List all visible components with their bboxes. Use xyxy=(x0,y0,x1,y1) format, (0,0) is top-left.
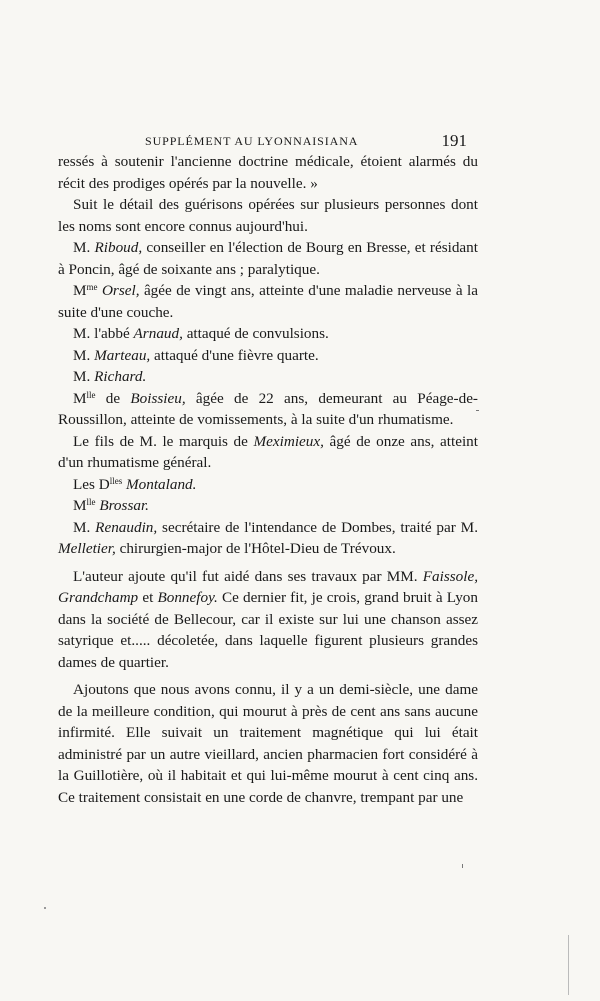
paragraph xyxy=(58,388,478,431)
margin-mark xyxy=(462,864,463,868)
text-run: Ce dernier fit, je crois, grand bruit à Lyon dans la société de Bellecour, car il existe sur lui une chanson assez satyrique et..... décoletée, dans laquelle figurent plusieurs grandes dames de quartier. xyxy=(58,589,478,671)
text-run: M. xyxy=(73,346,95,364)
page-number: 191 xyxy=(441,131,467,150)
text-run: âgé de onze ans, atteint d'un rhumatisme général. xyxy=(58,432,478,471)
margin-mark xyxy=(44,907,46,909)
text-run: L'auteur ajoute qu'il fut aidé dans ses travaux par MM. xyxy=(73,567,423,585)
italic-name: Bonnefoy. xyxy=(157,589,218,606)
italic-name: Arnaud, xyxy=(133,325,183,342)
paragraph xyxy=(58,517,478,560)
page-edge-mark xyxy=(568,935,569,995)
paragraph xyxy=(58,474,478,496)
italic-name: Renaudin, xyxy=(95,518,158,536)
page-header xyxy=(145,133,467,153)
superscript: lles xyxy=(109,475,123,486)
body-text xyxy=(58,151,478,808)
paragraph xyxy=(58,280,478,323)
paragraph xyxy=(58,345,478,367)
text-run: Suit le détail des guérisons opérées sur plusieurs personnes dont les noms sont encore connus aujourd'hui. xyxy=(58,196,478,235)
text-run: M. l'abbé xyxy=(73,325,134,342)
italic-name: Marteau, xyxy=(94,346,151,364)
italic-name: Brossar. xyxy=(99,497,149,514)
text-run: attaqué d'une fièvre quarte. xyxy=(150,346,319,364)
paragraph xyxy=(58,431,478,474)
superscript: lle xyxy=(86,389,96,400)
text-run: M. xyxy=(73,368,95,385)
text-run: M xyxy=(73,497,87,514)
text-run: M xyxy=(73,389,87,407)
text-run: ressés à soutenir l'ancienne doctrine médicale, étoient alarmés du récit des prodiges opérés par la nouvelle. » xyxy=(58,153,478,192)
margin-mark xyxy=(476,410,479,411)
superscript: lle xyxy=(86,497,96,507)
paragraph xyxy=(58,151,478,194)
paragraph xyxy=(58,566,478,674)
text-run: Le fils de M. le marquis de xyxy=(73,432,254,450)
superscript: me xyxy=(86,282,98,292)
italic-name: Riboud, xyxy=(94,239,143,256)
italic-name: Montaland. xyxy=(126,475,197,493)
italic-name: Faissole, Grandchamp xyxy=(58,567,478,606)
italic-name: Melletier, xyxy=(58,540,116,557)
text-run: chirurgien-major de l'Hôtel-Dieu de Trévoux. xyxy=(115,540,396,557)
text-run: secrétaire de l'intendance de Dombes, traité par M. xyxy=(157,518,478,536)
paragraph xyxy=(58,679,478,808)
running-title: SUPPLÉMENT AU LYONNAISIANA xyxy=(145,134,359,148)
paragraph xyxy=(58,237,478,280)
text-run: âgée de 22 ans, demeurant au Péage-de-Roussillon, atteinte de vomissements, à la suite d'un rhumatisme. xyxy=(58,389,478,428)
text-run: attaqué de convulsions. xyxy=(182,325,329,342)
italic-name: Richard. xyxy=(94,368,147,385)
text-run: âgée de vingt ans, atteinte d'une maladie nerveuse à la suite d'une couche. xyxy=(58,282,478,321)
italic-name: Orsel, xyxy=(101,282,140,299)
paragraph xyxy=(58,323,478,345)
text-run: de xyxy=(95,389,131,407)
text-run: M. xyxy=(73,239,95,256)
text-run: et xyxy=(138,589,158,606)
paragraph xyxy=(58,495,478,517)
text-run: Ajoutons que nous avons connu, il y a un demi-siècle, une dame de la meilleure condition, qui mourut à près de cent ans sans aucune infirmité. Elle suivait un traitement magnétique qui lui était administré par un autre vieillard, ancien pharmacien fort considéré à la Guillotière, où il habitait et qui lui-même mourut à cent cinq ans. Ce traitement consistait en une corde de chanvre, trempant par une xyxy=(58,681,478,806)
text-run: Les D xyxy=(73,475,110,493)
text-run: M. xyxy=(73,518,96,536)
paragraph xyxy=(58,194,478,237)
italic-name: Boissieu, xyxy=(130,389,186,407)
text-run: conseiller en l'élection de Bourg en Bresse, et résidant à Poncin, âgé de soixante ans ; paralytique. xyxy=(58,239,478,278)
italic-name: Meximieux, xyxy=(253,432,324,450)
text-run: M xyxy=(73,282,87,299)
paragraph xyxy=(58,366,478,388)
